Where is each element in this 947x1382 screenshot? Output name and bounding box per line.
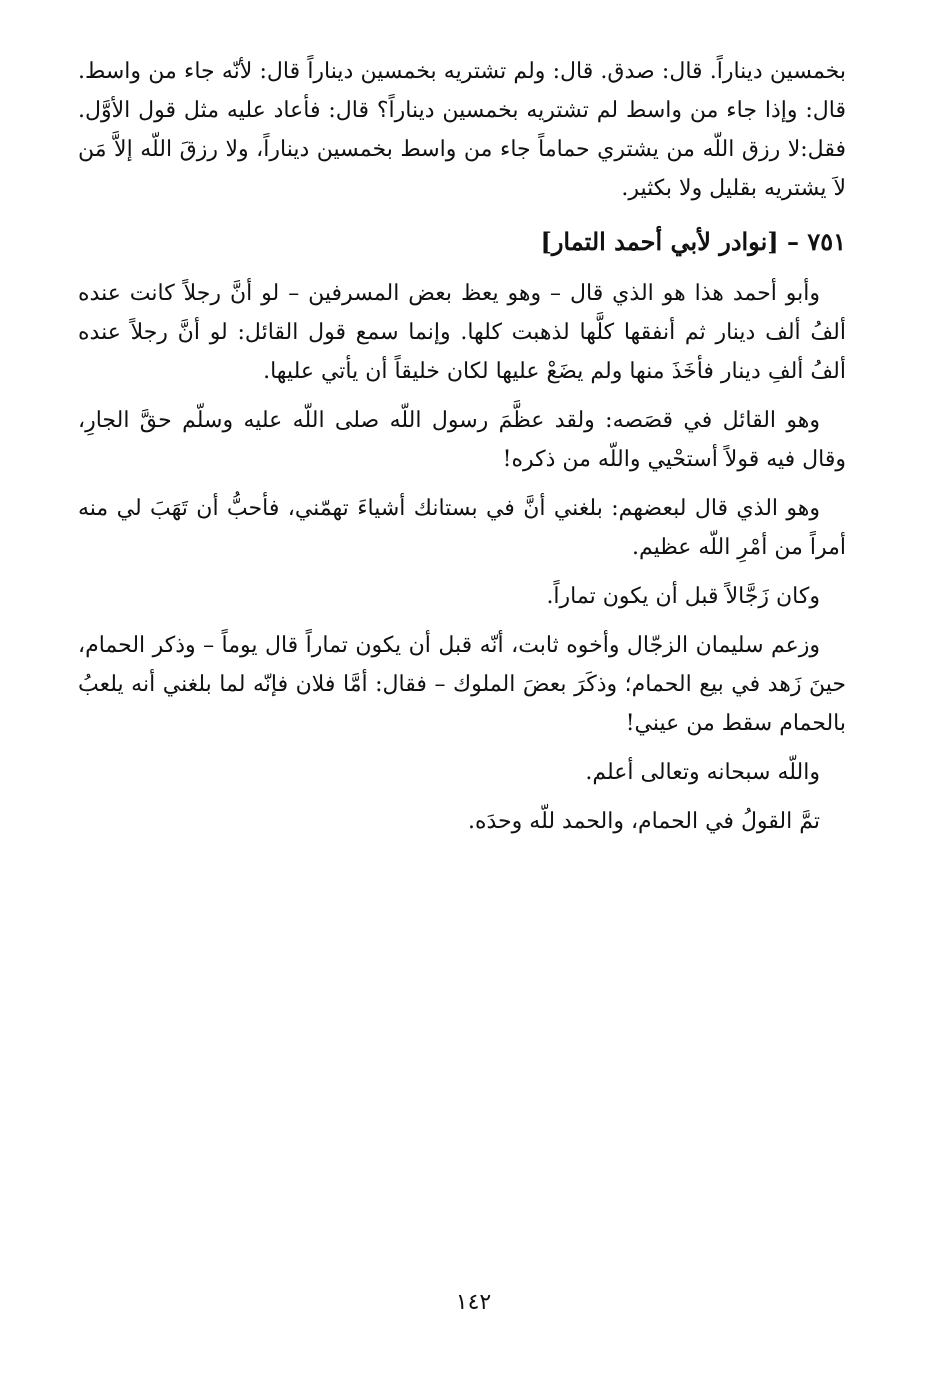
book-page bbox=[78, 52, 846, 841]
paragraph-sulayman: وزعم سليمان الزجّال وأخوه ثابت، أنّه قبل أن يكون تماراً قال يوماً – وذكر الحمام، حينَ زَهد في بيع الحمام؛ وذكَرَ بعضَ الملوك – فقال: أمَّا فلان فإنّه لما بلغني أنه يلعبُ بالحمام سقط من عيني! bbox=[78, 633, 846, 736]
paragraph-garden: وهو الذي قال لبعضهم: بلغني أنَّ في بستانك أشياءَ تهمّني، فأحبُّ أن تَهَبَ لي منه أمراً من أمْرِ اللّه عظيم. bbox=[78, 496, 846, 560]
paragraph-closing-prayer: واللّه سبحانه وتعالى أعلم. bbox=[585, 760, 820, 785]
section-heading: ٧٥١ – [نوادر لأبي أحمد التمار] bbox=[540, 227, 846, 256]
paragraph-section-end: تمَّ القولُ في الحمام، والحمد للّه وحدَه. bbox=[467, 809, 820, 834]
paragraph-neighbor: وهو القائل في قصَصه: ولقد عظَّمَ رسول اللّه صلى اللّه عليه وسلّم حقَّ الجارِ، وقال فيه قولاً أستحْيي واللّه من ذكره! bbox=[78, 408, 846, 472]
page-number: ١٤٢ bbox=[455, 1290, 492, 1315]
paragraph-abu-ahmad: وأبو أحمد هذا هو الذي قال – وهو يعظ بعض المسرفين – لو أنَّ رجلاً كانت عنده ألفُ ألف دينار ثم أنفقها كلَّها لذهبت كلها. وإنما سمع قول القائل: لو أنَّ رجلاً عنده ألفُ ألفِ دينار فأخَذَ منها ولم يضَعْ عليها لكان خليقاً أن يأتي عليها. bbox=[78, 281, 846, 384]
paragraph-zajjal: وكان زَجَّالاً قبل أن يكون تماراً. bbox=[546, 584, 820, 609]
paragraph-continuation: بخمسين ديناراً. قال: صدق. قال: ولم تشتريه بخمسين ديناراً قال: لأنّه جاء من واسط. قال: وإذا جاء من واسط لم تشتريه بخمسين ديناراً؟ قال: فأعاد عليه مثل قول الأوَّل. فقل:لا رزق اللّه من يشتري حماماً جاء من واسط بخمسين ديناراً، ولا رزقَ اللّه إلاَّ مَن لاَ يشتريه بقليل ولا بكثير. bbox=[78, 59, 846, 201]
